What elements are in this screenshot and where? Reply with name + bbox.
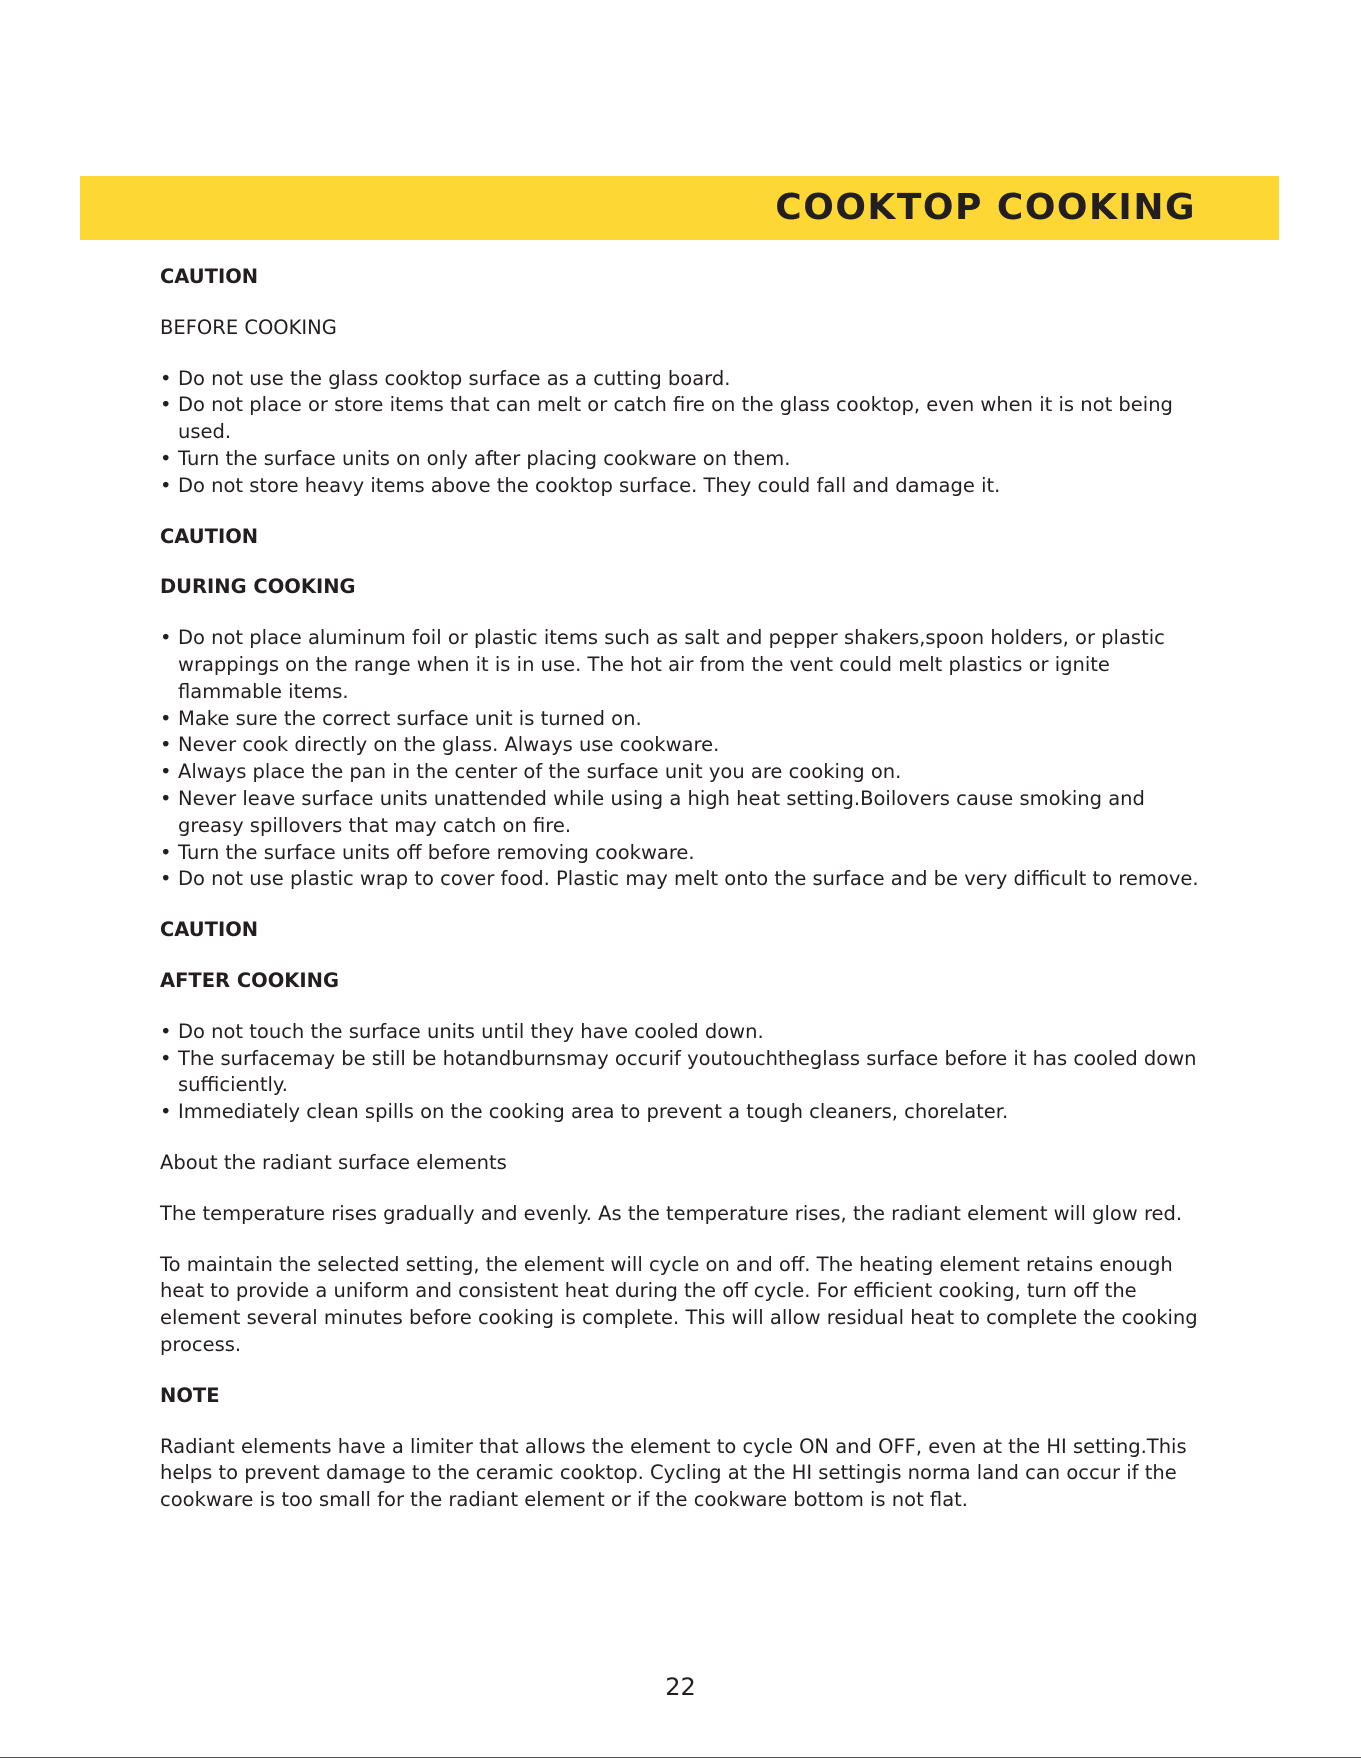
list-item: • Never cook directly on the glass. Always use cookware. [160,732,1210,759]
during-cooking-heading: DURING COOKING [160,575,356,599]
list-item: • Do not place aluminum foil or plastic items such as salt and pepper shakers,spoon holders, or plastic wrappings on the range when it is in use. The hot air from the vent could melt plastics or ignite flammable items. [160,625,1210,705]
page-number: 22 [665,1673,696,1701]
before-cooking-list [160,366,1210,500]
before-cooking-heading: BEFORE COOKING [160,315,337,339]
radiant-paragraph-2: To maintain the selected setting, the element will cycle on and off. The heating element retains enough heat to provide a uniform and consistent heat during the off cycle. For efficient cooking, turn off the element several minutes before cooking is complete. This will allow residual heat to complete the cooking process. [160,1252,1198,1356]
page-bottom-rule [0,1757,1361,1758]
list-item: • Do not place or store items that can melt or catch fire on the glass cooktop, even when it is not being used. [160,392,1210,446]
list-item: • Always place the pan in the center of the surface unit you are cooking on. [160,759,1210,786]
list-item: • Turn the surface units off before removing cookware. [160,840,1210,867]
note-heading: NOTE [160,1383,220,1407]
radiant-elements-heading: About the radiant surface elements [160,1150,507,1174]
list-item: • Do not use plastic wrap to cover food. Plastic may melt onto the surface and be very difficult to remove. [160,866,1210,893]
caution-heading-before: CAUTION [160,265,259,288]
caution-heading-after: CAUTION [160,918,259,942]
radiant-paragraph-1: The temperature rises gradually and evenly. As the temperature rises, the radiant element will glow red. [160,1201,1183,1225]
manual-content [160,264,1210,1514]
section-banner [80,176,1279,240]
list-item: • Make sure the correct surface unit is turned on. [160,706,1210,733]
note-paragraph: Radiant elements have a limiter that allows the element to cycle ON and OFF, even at the HI setting.This helps to prevent damage to the ceramic cooktop. Cycling at the HI settingis norma land can occur if the cookware is too small for the radiant element or if the cookware bottom is not flat. [160,1434,1187,1512]
list-item: • Immediately clean spills on the cooking area to prevent a tough cleaners, chorelater. [160,1099,1210,1126]
after-cooking-list [160,1019,1210,1126]
list-item: • Never leave surface units unattended while using a high heat setting.Boilovers cause smoking and greasy spillovers that may catch on fire. [160,786,1210,840]
list-item: • Turn the surface units on only after placing cookware on them. [160,446,1210,473]
during-cooking-list [160,625,1210,893]
list-item: • Do not use the glass cooktop surface as a cutting board. [160,366,1210,393]
list-item: • The surfacemay be still be hotandburnsmay occurif youtouchtheglass surface before it has cooled down sufficiently. [160,1046,1210,1100]
page-title: COOKTOP COOKING [775,187,1196,228]
after-cooking-heading: AFTER COOKING [160,968,339,992]
caution-heading-during: CAUTION [160,524,259,548]
list-item: • Do not store heavy items above the cooktop surface. They could fall and damage it. [160,473,1210,500]
list-item: • Do not touch the surface units until they have cooled down. [160,1019,1210,1046]
